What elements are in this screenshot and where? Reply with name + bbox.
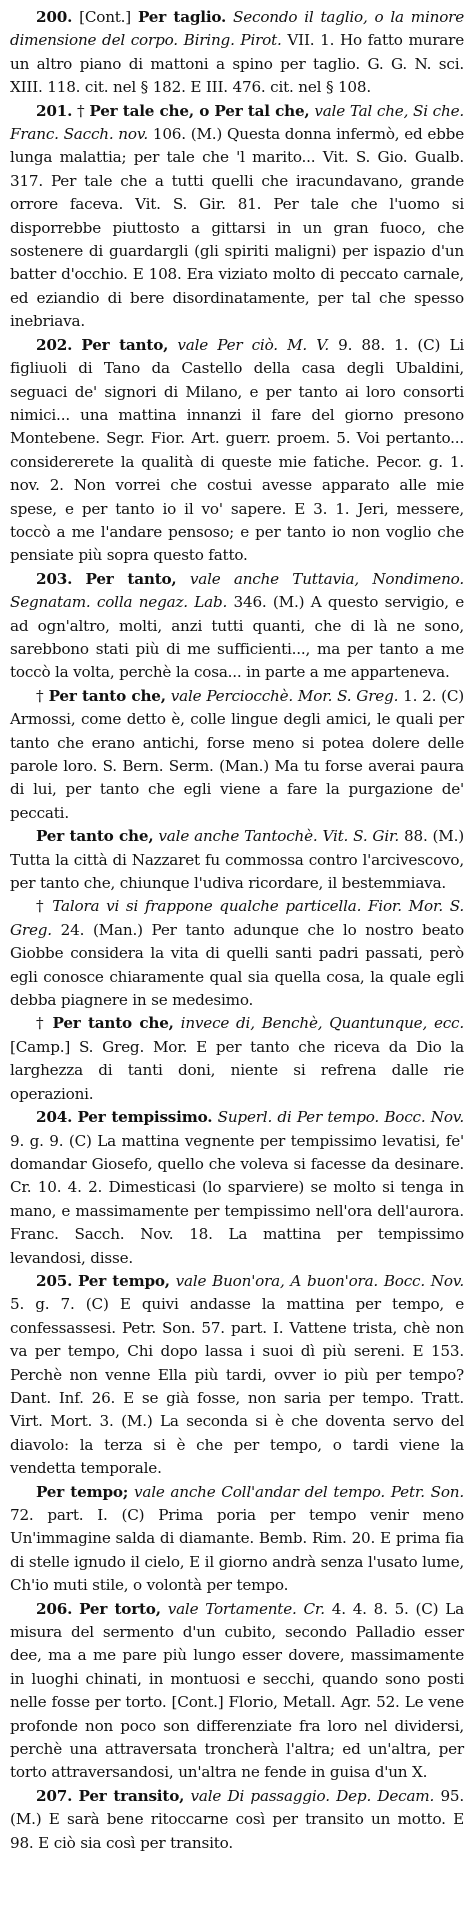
entry-body: 95. (M.) E sarà bene ritoccarne così per transito un motto. E 98. E ciò sia così per transito. xyxy=(10,1786,464,1852)
subentry-per-tanto-che-2 xyxy=(10,825,464,895)
entry-headword: Per tanto che, xyxy=(52,1014,174,1033)
entry-number: 200. xyxy=(36,8,73,26)
entry-number: 201. xyxy=(36,101,73,120)
entry-number: 202. xyxy=(36,335,73,354)
entry-definition: Secondo il taglio, o la minore dimensione del corpo. Biring. Pirot. xyxy=(10,8,464,50)
entry-200 xyxy=(10,6,464,100)
subentry-particella xyxy=(10,895,464,1012)
entry-206 xyxy=(10,1598,464,1785)
entry-headword: Per torto, xyxy=(79,1599,161,1618)
entry-definition: vale Per ciò. M. V. xyxy=(168,335,329,354)
entry-definition: vale Buon'ora, A buon'ora. Bocc. Nov. xyxy=(169,1271,464,1290)
entry-headword: Per tale che, o Per tal che, xyxy=(89,101,310,120)
entry-number: 206. xyxy=(36,1599,73,1618)
entry-headword: Per tempissimo. xyxy=(77,1108,213,1127)
entry-headword: Per tanto, xyxy=(85,569,177,588)
subentry-per-tanto-che-1 xyxy=(10,685,464,825)
subentry-per-tempo xyxy=(10,1481,464,1598)
entry-204 xyxy=(10,1106,464,1270)
entry-body: 5. g. 7. (C) E quivi andasse la mattina per tempo, e confessassesi. Petr. Son. 57. part. I. Vattene trista, chè non va per tempo, Chi dopo lassa i suoi dì più sereni. E 153. Perchè non venne Ella più tardi, ovver io più per tempo? Dant. Inf. 26. E se già fosse, non saria per tempo. Tratt. Virt. Mort. 3. (M.) La seconda si è che doventa servo del diavolo: la terza si è che per tempo, o tardi viene la vendetta temporale. xyxy=(10,1295,464,1478)
entry-body: 4. 4. 8. 5. (C) La misura del sermento d'un cubito, secondo Palladio esser dee, ma a me pare più lungo esser dovere, massimamente in luoghi chinati, in montuosi e secchi, quando sono posti nelle fosse per torto. [Cont.] Florio, Metall. Agr. 52. Le vene profonde non poco son differenziate fra loro nel dividersi, perchè una attraversata troncherà l'altra; ed un'altra, per torto attraversandosi, un'altra ne fende in guisa d'un X. xyxy=(10,1599,464,1782)
entry-headword: Per tanto che, xyxy=(48,686,166,705)
entry-203 xyxy=(10,568,464,685)
subentry-per-tanto-che-3 xyxy=(10,1012,464,1106)
entry-headword: Per tempo, xyxy=(77,1271,170,1290)
entry-definition: vale Tortamente. Cr. xyxy=(160,1599,325,1618)
entry-prefix xyxy=(72,336,81,354)
entry-body: 9. g. 9. (C) La mattina vegnente per tempissimo levatisi, fe' domandar Giosefo, quello che voleva si facesse da desinare. Cr. 10. 4. 2. Dimesticasi (lo sparviere) se molto si tenga in mano, e massimamente per tempissimo nell'ora dell'aurora. Franc. Sacch. Nov. 18. La mattina per tempissimo levandosi, disse. xyxy=(10,1131,464,1267)
entry-207 xyxy=(10,1785,464,1855)
entry-definition: Superl. di Per tempo. Bocc. Nov. xyxy=(212,1108,464,1127)
entry-body: 1. 2. (C) Armossi, come detto è, colle lingue degli amici, le quali per tanto che erano antichi, forse meno si potea dolere delle parole loro. S. Bern. Serm. (Man.) Ma tu forse averai paura di lui, per tanto che egli viene a fare la purgazione de' peccati. xyxy=(10,686,464,822)
entry-headword: Per tanto, xyxy=(81,335,169,354)
entry-headword: Per transito, xyxy=(78,1786,185,1805)
entry-definition: vale anche Tantochè. Vit. S. Gir. xyxy=(153,827,400,846)
entry-number: 203. xyxy=(36,569,73,588)
entry-202 xyxy=(10,334,464,568)
entry-body: [Camp.] S. Greg. Mor. E per tanto che riceva da Dio la larghezza di tanti doni, niente si refrena dalle rie operazioni. xyxy=(10,1037,464,1103)
entry-headword: Per tempo; xyxy=(36,1482,129,1501)
entry-number: 207. xyxy=(36,1786,73,1805)
entry-body: VII. 1. Ho fatto murare un altro piano di mattoni a spino per taglio. G. G. N. sci. XIII. 118. cit. nel § 182. E III. 476. cit. nel § 108. xyxy=(10,31,464,97)
entry-definition: vale Tal che, Si che. Franc. Sacch. nov. xyxy=(10,101,464,144)
entry-number: 205. xyxy=(36,1271,73,1290)
entry-205 xyxy=(10,1270,464,1481)
entry-definition: vale anche Tuttavia, Nondimeno. Segnatam. colla negaz. Lab. xyxy=(10,569,464,612)
entry-headword: Per taglio. xyxy=(137,8,227,26)
entry-prefix xyxy=(72,570,85,588)
entry-prefix: [Cont.] xyxy=(72,8,138,26)
entry-prefix: † xyxy=(36,686,49,705)
entry-body: 24. (Man.) Per tanto adunque che lo nostro beato Giobbe considera la vita di quelli santi padri passati, però egli conosce chiaramente qual sia quella cosa, la quale egli debba piagnere in se medesimo. xyxy=(10,920,464,1010)
entry-body: 106. (M.) Questa donna infermò, ed ebbe lunga malattia; per tale che 'l marito... Vit. S. Gio. Gualb. 317. Per tale che a tutti quelli che iracundavano, grande orrore faceva. Vit. S. Gir. 81. Per tale che l'uomo si disporrebbe piuttosto a gittarsi in un gran fuoco, che sostenere di guardargli (gli spiriti maligni) per ispazio d'un batter d'occhio. E 108. Era viziato molto di peccato carnale, ed eziandio di bere disordinatamente, per tal che spesso inebriava. xyxy=(10,125,464,331)
entry-body: 9. 88. 1. (C) Li figliuoli di Tano da Castello della casa degli Ubaldini, seguaci de' signori di Milano, e per tanto ai loro consorti nimici... una mattina innanzi il fare del giorno presono Montebene. Segr. Fior. Art. guerr. proem. 5. Voi pertanto... considererete la qualità di queste mie fatiche. Pecor. g. 1. nov. 2. Non vorrei che costui avesse apparato alle mie spese, e per tanto io il vo' sapere. E 3. 1. Jeri, messere, toccò a me l'andare pensoso; e per tanto io non voglio che pensiate più sopra questo fatto. xyxy=(10,335,464,565)
entry-201 xyxy=(10,100,464,334)
entry-prefix: † xyxy=(72,101,90,120)
entry-prefix: † xyxy=(36,897,53,916)
entry-headword: Per tanto che, xyxy=(36,827,154,846)
entry-definition: vale Di passaggio. Dep. Decam. xyxy=(184,1786,435,1805)
entry-definition: invece di, Benchè, Quantunque, ecc. xyxy=(173,1014,464,1033)
entry-body: 88. (M.) Tutta la città di Nazzaret fu commossa contro l'arcivescovo, per tanto che, chiunque l'udiva ricordare, il bestemmiava. xyxy=(10,827,464,893)
entry-definition: Talora vi si frappone qualche particella. Fior. Mor. S. Greg. xyxy=(10,897,464,939)
entry-definition: vale anche Coll'andar del tempo. Petr. Son. xyxy=(128,1482,464,1501)
entry-number: 204. xyxy=(36,1108,73,1127)
entry-body: 72. part. I. (C) Prima poria per tempo venir meno Un'immagine salda di diamante. Bemb. Rim. 20. E prima fia di stelle ignudo il cielo, E il giorno andrà senza l'usato lume, Ch'io muti stile, o volontà per tempo. xyxy=(10,1506,464,1595)
entry-body: 346. (M.) A questo servigio, e ad ogn'altro, molti, anzi tutti quanti, che di là ne sono, sarebbono stati più di me sufficienti..., ma per tanto a me toccò la volta, perchè la cosa... in parte a me apparteneva. xyxy=(10,593,464,682)
entry-prefix: † xyxy=(36,1014,53,1033)
entry-definition: vale Perciocchè. Mor. S. Greg. xyxy=(165,686,399,705)
